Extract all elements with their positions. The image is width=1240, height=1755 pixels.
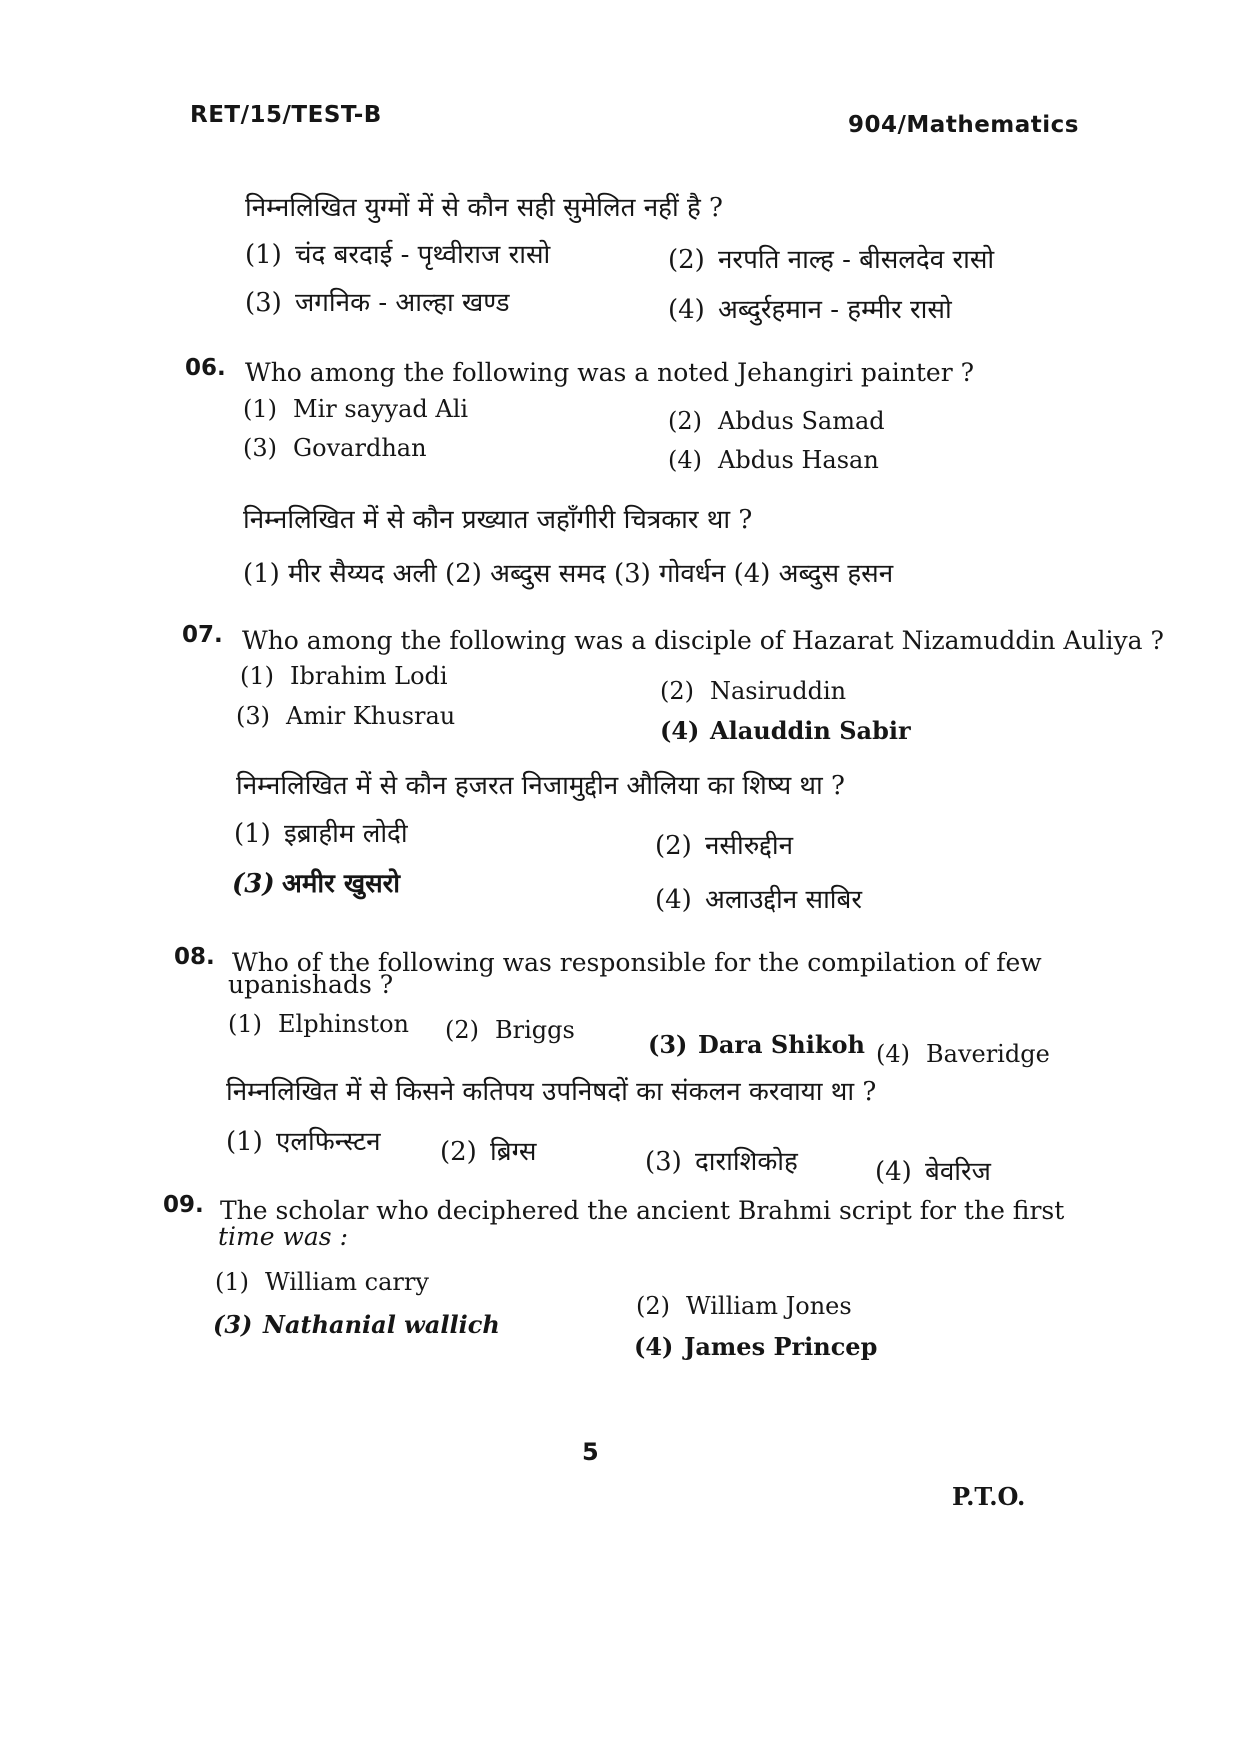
q09-option-1: (1) William carry [215,1268,429,1296]
q06-option-3: (3) Govardhan [243,434,427,462]
q06-hi-options: (1) मीर सैय्यद अली (2) अब्दुस समद (3) गोवर्धन (4) अब्दुस हसन [243,559,894,589]
q08-option-1: (1) Elphinston [228,1010,410,1038]
q08-hi-option-4: (4) बेवरिज [875,1157,991,1187]
q07-option-4: (4) Alauddin Sabir [660,716,911,745]
header-right: 904/Mathematics [848,112,1079,138]
q07-option-1: (1) Ibrahim Lodi [240,662,448,690]
q07-option-2: (2) Nasiruddin [660,677,847,705]
pto-label: P.T.O. [952,1482,1026,1511]
q05-hi-question: निम्नलिखित युग्मों में से कौन सही सुमेलित नहीं है ? [245,193,723,223]
q06-option-1: (1) Mir sayyad Ali [243,395,469,423]
q08-question-line2: upanishads ? [228,970,394,999]
q06-number: 06. [185,355,226,381]
q09-option-3: (3) Nathanial wallich [213,1310,500,1339]
q09-option-2: (2) William Jones [636,1292,852,1320]
header-left: RET/15/TEST-B [190,102,382,128]
q06-option-4: (4) Abdus Hasan [668,446,879,474]
q06-question: Who among the following was a noted Jehangiri painter ? [245,358,975,387]
q06-option-2: (2) Abdus Samad [668,407,885,435]
q07-hi-option-3: (3) अमीर खुसरो [232,869,401,899]
q05-hi-option-1: (1) चंद बरदाई - पृथ्वीराज रासो [245,240,551,270]
q09-question-line2: time was : [218,1222,348,1251]
q07-hi-option-1: (1) इब्राहीम लोदी [234,819,408,849]
q08-option-4: (4) Baveridge [876,1040,1050,1068]
q08-option-3: (3) Dara Shikoh [648,1030,865,1059]
q08-hi-option-1: (1) एलफिन्स्टन [226,1127,381,1157]
q05-hi-option-4: (4) अब्दुर्रहमान - हम्मीर रासो [668,295,952,325]
q07-option-3: (3) Amir Khusrau [236,702,456,730]
q08-hi-question: निम्नलिखित में से किसने कतिपय उपनिषदों का संकलन करवाया था ? [226,1077,877,1107]
q07-hi-option-2: (2) नसीरुद्दीन [655,831,794,861]
q05-hi-option-2: (2) नरपति नाल्ह - बीसलदेव रासो [668,245,995,275]
q07-hi-option-4: (4) अलाउद्दीन साबिर [655,885,863,915]
q09-option-4: (4) James Princep [634,1332,878,1361]
q06-hi-question: निम्नलिखित में से कौन प्रख्यात जहाँगीरी चित्रकार था ? [243,505,753,535]
q08-hi-option-3: (3) दाराशिकोह [645,1147,798,1177]
q08-number: 08. [174,944,215,970]
q09-question-line1: The scholar who deciphered the ancient Brahmi script for the first [220,1196,1065,1225]
q08-question-line1: Who of the following was responsible for the compilation of few [232,948,1042,977]
q09-number: 09. [163,1192,204,1218]
q08-hi-option-2: (2) ब्रिग्स [440,1137,537,1167]
q05-hi-option-3: (3) जगनिक - आल्हा खण्ड [245,288,510,318]
q07-question: Who among the following was a disciple of Hazarat Nizamuddin Auliya ? [242,626,1164,655]
q07-hi-question: निम्नलिखित में से कौन हजरत निजामुद्दीन औलिया का शिष्य था ? [236,771,845,801]
q08-option-2: (2) Briggs [445,1016,575,1044]
page-number: 5 [582,1438,599,1466]
q07-number: 07. [182,622,223,648]
